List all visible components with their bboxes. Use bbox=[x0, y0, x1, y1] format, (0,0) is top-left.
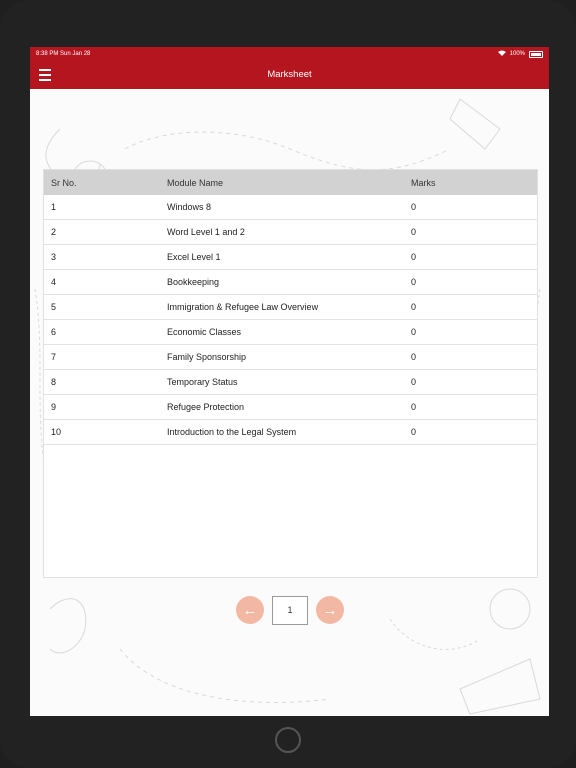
arrow-left-icon: ← bbox=[242, 601, 258, 619]
cell-marks: 0 bbox=[411, 277, 417, 287]
cell-marks: 0 bbox=[411, 402, 417, 412]
status-time-date: 8:38 PM Sun Jan 28 bbox=[36, 51, 91, 57]
current-page-field[interactable]: 1 bbox=[272, 596, 308, 625]
cell-module-name: Temporary Status bbox=[167, 377, 238, 387]
cell-marks: 0 bbox=[411, 377, 417, 387]
cell-sr-no: 1 bbox=[51, 202, 57, 212]
cell-marks: 0 bbox=[411, 427, 417, 437]
battery-icon bbox=[529, 51, 543, 58]
table-row bbox=[44, 245, 537, 270]
arrow-right-icon: → bbox=[322, 601, 338, 619]
table-row bbox=[44, 395, 537, 420]
table-header-row bbox=[44, 170, 537, 195]
next-page-button[interactable] bbox=[316, 596, 344, 624]
status-right-group bbox=[498, 50, 543, 58]
device-home-button[interactable] bbox=[275, 727, 301, 753]
cell-module-name: Word Level 1 and 2 bbox=[167, 227, 245, 237]
table-row bbox=[44, 370, 537, 395]
header-sr-no: Sr No. bbox=[51, 177, 77, 188]
status-bar bbox=[30, 47, 549, 61]
previous-page-button[interactable] bbox=[236, 596, 264, 624]
cell-marks: 0 bbox=[411, 302, 417, 312]
header-marks: Marks bbox=[411, 177, 436, 188]
top-navbar bbox=[30, 61, 549, 89]
table-row bbox=[44, 295, 537, 320]
cell-marks: 0 bbox=[411, 252, 417, 262]
table-row bbox=[44, 420, 537, 445]
battery-percent: 100% bbox=[509, 51, 525, 57]
cell-sr-no: 10 bbox=[51, 427, 62, 437]
cell-marks: 0 bbox=[411, 227, 417, 237]
cell-module-name: Family Sponsorship bbox=[167, 352, 247, 362]
cell-sr-no: 5 bbox=[51, 302, 57, 312]
cell-marks: 0 bbox=[411, 202, 417, 212]
cell-sr-no: 8 bbox=[51, 377, 57, 387]
table-row bbox=[44, 220, 537, 245]
cell-sr-no: 2 bbox=[51, 227, 57, 237]
pagination bbox=[236, 595, 344, 625]
page-title: Marksheet bbox=[267, 69, 312, 80]
wifi-icon bbox=[498, 50, 506, 58]
cell-module-name: Introduction to the Legal System bbox=[167, 427, 297, 437]
table-row bbox=[44, 195, 537, 220]
cell-sr-no: 6 bbox=[51, 327, 57, 337]
cell-module-name: Economic Classes bbox=[167, 327, 242, 337]
cell-module-name: Refugee Protection bbox=[167, 402, 245, 412]
app-screen bbox=[30, 47, 549, 716]
table-row bbox=[44, 345, 537, 370]
cell-marks: 0 bbox=[411, 327, 417, 337]
cell-sr-no: 4 bbox=[51, 277, 57, 287]
marksheet-table bbox=[43, 169, 538, 578]
cell-marks: 0 bbox=[411, 352, 417, 362]
cell-module-name: Windows 8 bbox=[167, 202, 212, 212]
cell-sr-no: 7 bbox=[51, 352, 57, 362]
header-module-name: Module Name bbox=[167, 177, 224, 188]
cell-sr-no: 3 bbox=[51, 252, 57, 262]
table-row bbox=[44, 270, 537, 295]
table-row bbox=[44, 320, 537, 345]
cell-module-name: Immigration & Refugee Law Overview bbox=[167, 302, 319, 312]
cell-module-name: Bookkeeping bbox=[167, 277, 220, 287]
cell-module-name: Excel Level 1 bbox=[167, 252, 221, 262]
cell-sr-no: 9 bbox=[51, 402, 57, 412]
